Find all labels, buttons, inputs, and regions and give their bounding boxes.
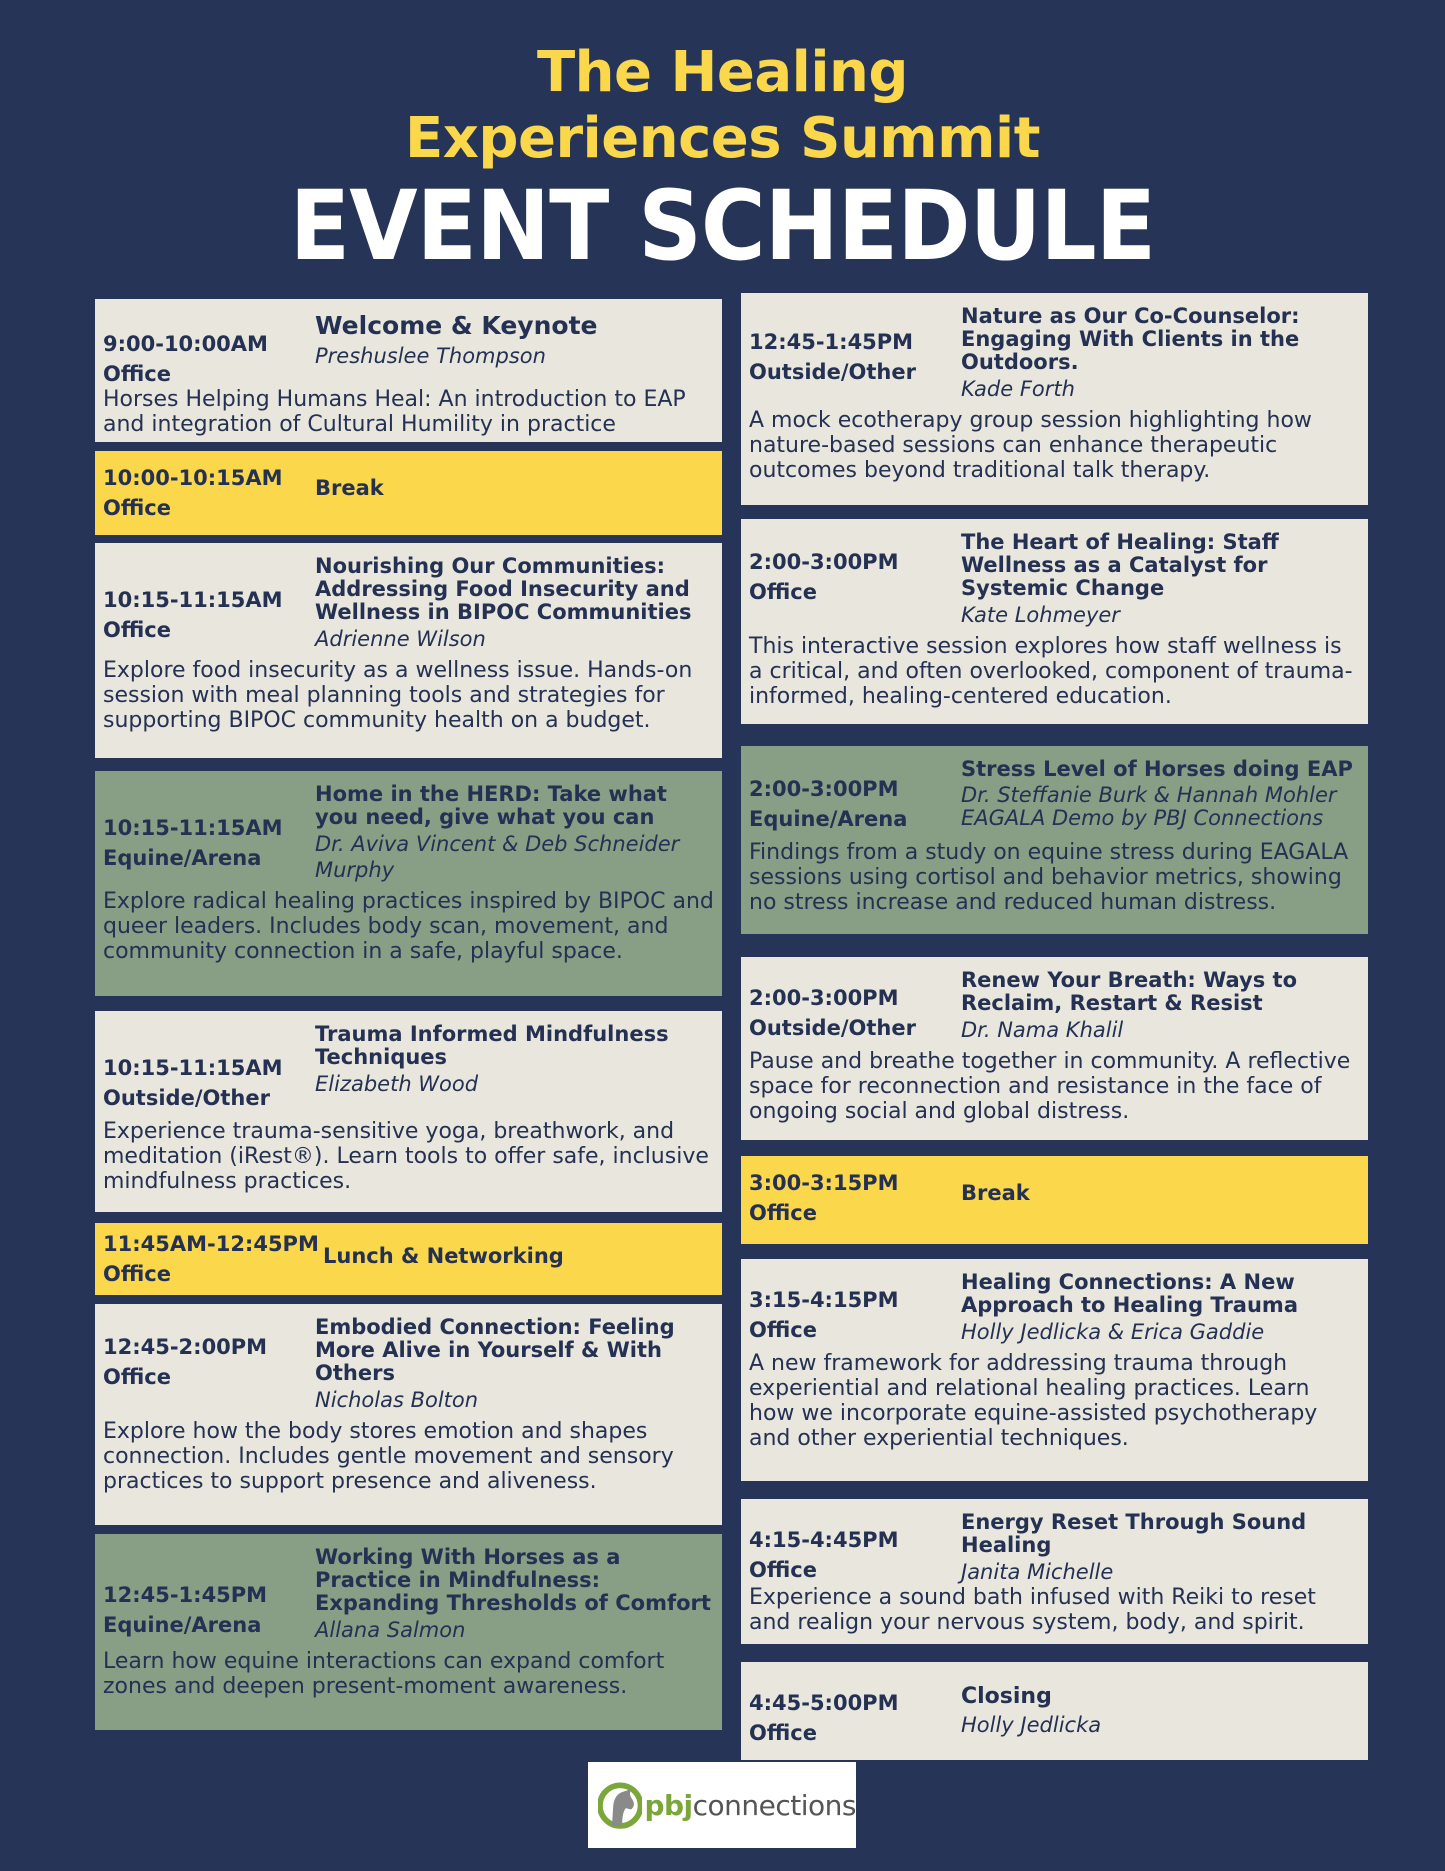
session-location: Outside/Other <box>103 1086 270 1110</box>
session-description: Experience trauma-sensitive yoga, breathwork, and meditation (iRest®). Learn tools to offer safe, inclusive mindfulness practices. <box>103 1119 709 1194</box>
session-title: Stress Level of Horses doing EAP <box>961 757 1353 781</box>
session-speaker: Elizabeth Wood <box>315 1072 479 1096</box>
session-time: 4:15-4:45PM <box>749 1528 899 1552</box>
session-card <box>741 293 1368 505</box>
logo-wordmark <box>644 1789 856 1822</box>
session-description: Experience a sound bath infused with Reiki to reset and realign your nervous system, body, and spirit. <box>749 1585 1316 1635</box>
session-description: Explore how the body stores emotion and shapes connection. Includes gentle movement and sensory practices to support presence and aliveness. <box>103 1419 674 1494</box>
session-card <box>95 771 722 996</box>
event-schedule-title: EVENT SCHEDULE <box>289 170 1156 282</box>
session-title: Lunch & Networking <box>323 1244 564 1268</box>
session-description: A new framework for addressing trauma through experiential and relational healing practices. Learn how we incorporate equine-assisted psychotherapy and other experiential techniques. <box>749 1351 1318 1451</box>
session-host: EAGALA Demo by PBJ Connections <box>961 806 1324 830</box>
session-card <box>741 1662 1368 1760</box>
session-time: 10:15-11:15AM <box>103 1056 283 1080</box>
session-card <box>95 299 722 442</box>
session-location: Equine/Arena <box>749 807 908 831</box>
session-speaker: Kate Lohmeyer <box>961 603 1120 627</box>
session-speaker: Allana Salmon <box>315 1618 466 1642</box>
session-title: Energy Reset Through Sound Healing <box>961 1510 1307 1557</box>
session-location: Office <box>103 618 171 642</box>
session-time: 3:15-4:15PM <box>749 1288 899 1312</box>
session-location: Office <box>749 580 817 604</box>
session-time: 12:45-2:00PM <box>103 1335 268 1359</box>
session-description: A mock ecotherapy group session highlighting how nature-based sessions can enhance therapeutic outcomes beyond traditional talk therapy. <box>749 408 1312 483</box>
session-card <box>95 543 722 758</box>
session-title: Embodied Connection: Feeling More Alive in Yourself & With Others <box>315 1315 675 1385</box>
session-location: Office <box>749 1558 817 1582</box>
break-card <box>95 1223 722 1295</box>
session-speaker: Dr. Nama Khalil <box>961 1018 1124 1042</box>
break-card <box>741 1156 1368 1244</box>
session-description: Horses Helping Humans Heal: An introduction to EAP and integration of Cultural Humility in practice <box>103 387 686 437</box>
session-time: 9:00-10:00AM <box>103 332 268 356</box>
session-title: Welcome & Keynote <box>315 311 598 340</box>
session-speaker: Holly Jedlicka <box>961 1713 1102 1737</box>
session-card <box>95 1011 722 1212</box>
horse-head-icon <box>598 1766 642 1844</box>
session-time: 10:00-10:15AM <box>103 466 283 490</box>
session-description: Findings from a study on equine stress during EAGALA sessions using cortisol and behavior metrics, showing no stress increase and reduced human distress. <box>749 840 1349 915</box>
session-location: Office <box>103 1365 171 1389</box>
page-header <box>0 40 1445 282</box>
session-title: The Heart of Healing: Staff Wellness as a Catalyst for Systemic Change <box>961 530 1279 600</box>
session-description: Explore food insecurity as a wellness issue. Hands-on session with meal planning tools and strategies for supporting BIPOC community health on a budget. <box>103 658 693 733</box>
session-location: Office <box>103 496 171 520</box>
session-description: Explore radical healing practices inspired by BIPOC and queer leaders. Includes body scan, movement, and community connection in a safe, playful space. <box>103 889 714 964</box>
session-location: Office <box>749 1721 817 1745</box>
logo-brand-bold: pbj <box>644 1788 693 1822</box>
session-title: Trauma Informed Mindfulness Techniques <box>315 1022 669 1069</box>
session-location: Office <box>749 1318 817 1342</box>
session-time: 10:15-11:15AM <box>103 588 283 612</box>
session-time: 11:45AM-12:45PM <box>103 1232 319 1256</box>
session-speaker: Preshuslee Thompson <box>315 344 546 368</box>
session-location: Equine/Arena <box>103 1613 262 1637</box>
session-title: Home in the HERD: Take what you need, give what you can <box>315 782 667 829</box>
session-description: Learn how equine interactions can expand comfort zones and deepen present-moment awareness. <box>103 1649 665 1699</box>
session-speaker: Kade Forth <box>961 377 1075 401</box>
summit-title-line-1: The Healing <box>536 40 909 105</box>
session-speaker: Nicholas Bolton <box>315 1388 479 1412</box>
session-title: Closing <box>961 1684 1052 1709</box>
session-title: Break <box>961 1181 1030 1205</box>
session-title: Nature as Our Co-Counselor: Engaging With Clients in the Outdoors. <box>961 304 1300 374</box>
session-location: Office <box>103 362 171 386</box>
session-time: 2:00-3:00PM <box>749 986 899 1010</box>
session-time: 12:45-1:45PM <box>749 330 914 354</box>
logo-brand-rest: connections <box>692 1788 856 1822</box>
session-title: Renew Your Breath: Ways to Reclaim, Restart & Resist <box>961 968 1298 1015</box>
summit-title-line-2: Experiences Summit <box>405 106 1040 171</box>
session-title: Healing Connections: A New Approach to Healing Trauma <box>961 1270 1298 1317</box>
session-location: Equine/Arena <box>103 846 262 870</box>
session-title: Nourishing Our Communities: Addressing Food Insecurity and Wellness in BIPOC Communities <box>315 554 692 624</box>
session-card <box>95 1304 722 1525</box>
session-description: This interactive session explores how staff wellness is a critical, and often overlooked, component of trauma-informed, healing-centered education. <box>749 634 1353 709</box>
session-time: 12:45-1:45PM <box>103 1583 268 1607</box>
session-card <box>741 957 1368 1140</box>
session-location: Office <box>103 1262 171 1286</box>
session-location: Outside/Other <box>749 1016 916 1040</box>
session-speaker: Dr. Aviva Vincent & Deb Schneider Murphy <box>315 832 680 882</box>
session-title: Working With Horses as a Practice in Mindfulness: Expanding Thresholds of Comfort <box>315 1545 711 1615</box>
session-card <box>741 1499 1368 1644</box>
session-location: Office <box>749 1201 817 1225</box>
pbj-connections-logo <box>588 1762 856 1848</box>
session-card <box>741 1259 1368 1481</box>
session-card <box>741 746 1368 934</box>
session-title: Break <box>315 476 384 500</box>
break-card <box>95 451 722 535</box>
session-time: 2:00-3:00PM <box>749 777 899 801</box>
session-speaker: Adrienne Wilson <box>315 627 486 651</box>
session-card <box>741 519 1368 724</box>
session-description: Pause and breathe together in community. A reflective space for reconnection and resistance in the face of ongoing social and global distress. <box>749 1049 1351 1124</box>
session-time: 2:00-3:00PM <box>749 550 899 574</box>
session-location: Outside/Other <box>749 360 916 384</box>
session-time: 3:00-3:15PM <box>749 1171 899 1195</box>
session-speaker: Holly Jedlicka & Erica Gaddie <box>961 1320 1265 1344</box>
session-time: 4:45-5:00PM <box>749 1691 899 1715</box>
session-speaker: Dr. Steffanie Burk & Hannah Mohler <box>961 783 1337 807</box>
session-time: 10:15-11:15AM <box>103 816 283 840</box>
session-card <box>95 1534 722 1730</box>
session-speaker: Janita Michelle <box>961 1560 1114 1584</box>
